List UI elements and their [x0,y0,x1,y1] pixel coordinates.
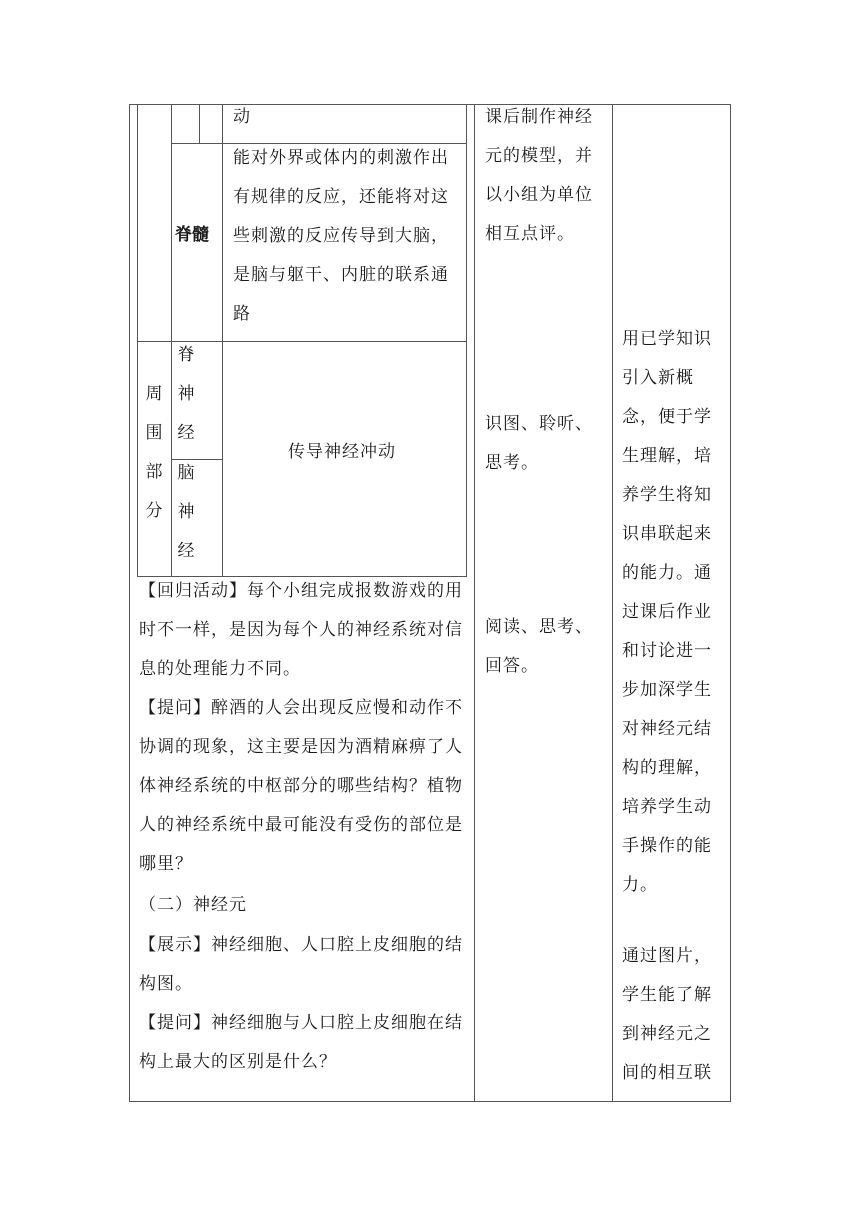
student-activity-1: 课后制作神经元的模型，并以小组为单位相互点评。 [485,107,593,244]
peripheral-function-text: 传导神经冲动 [288,442,396,462]
question1-paragraph: 【提问】醉酒的人会出现反应慢和动作不协调的现象，这主要是因为酒精麻痹了人体神经系统的中枢部分的哪些结构？植物人的神经系统中最可能没有受伤的部位是哪里？ [139,698,463,874]
inner-vline-b [199,104,200,144]
spinal-cord-function-text: 能对外界或体内的刺激作出有规律的反应，还能将对这些刺激的反应传导到大脑，是脑与躯干、内脏的联系通路 [233,148,449,324]
design-intent-2: 通过图片，学生能了解到神经元之间的相互联 [622,946,712,1083]
spinal-nerve-label: 脊神经 [177,345,195,443]
cranial-nerve-label: 脑神经 [177,463,195,561]
student-activity-2: 识图、聆听、思考。 [485,414,593,473]
question2-paragraph: 【提问】神经细胞与人口腔上皮细胞在结构上最大的区别是什么？ [139,1013,463,1072]
outer-left-border [129,104,130,1102]
row1-function-text: 动 [233,107,251,127]
outer-top-border [129,104,731,105]
column-divider-1 [474,104,475,1102]
show-paragraph: 【展示】神经细胞、人口腔上皮细胞的结构图。 [139,935,463,994]
peripheral-label: 周围部分 [145,384,163,521]
outer-bottom-border [129,1101,731,1102]
section-heading: （二）神经元 [139,895,247,915]
outer-right-border [730,104,731,1102]
spinal-cord-label: 脊髓 [175,225,209,245]
student-activity-3: 阅读、思考、回答。 [485,617,593,676]
design-intent-1: 用已学知识引入新概念，便于学生理解，培养学生将知识串联起来的能力。通过课后作业和讨论进一步加深学生对神经元结构的理解，培养学生动手操作的能力。 [622,329,712,895]
activity-paragraph: 【回归活动】每个小组完成报数游戏的用时不一样，是因为每个人的神经系统对信息的处理能力不同。 [139,581,463,679]
column-divider-2 [612,104,613,1102]
